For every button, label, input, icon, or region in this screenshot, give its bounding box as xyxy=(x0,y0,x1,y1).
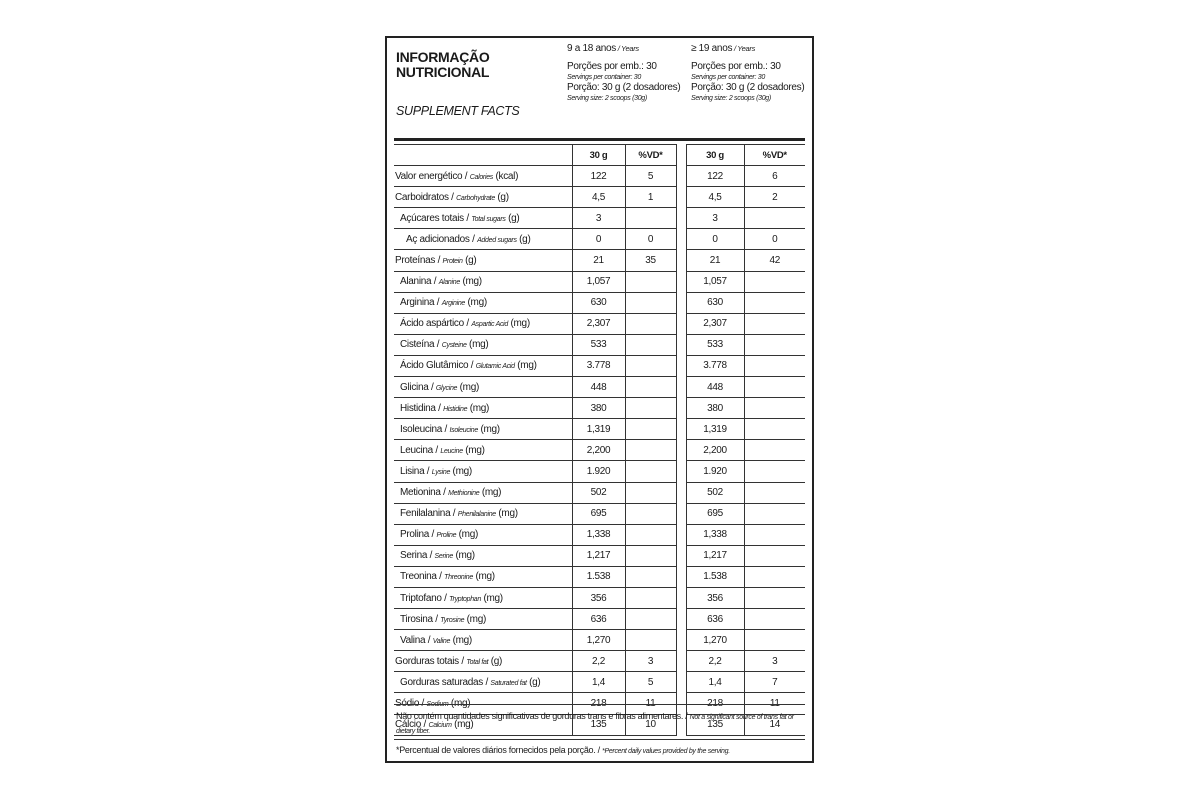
nutrient-unit: (mg) xyxy=(459,276,482,288)
nutrient-unit: (g) xyxy=(494,191,509,203)
nutrient-unit: (g) xyxy=(462,255,477,267)
nutrient-pt: Cisteína / xyxy=(400,339,442,351)
table-row xyxy=(394,630,805,651)
nutrient-value: 448 xyxy=(572,377,625,398)
nutrient-name xyxy=(394,587,572,608)
nutrient-pt: Treonina / xyxy=(400,571,445,583)
nutrient-value: 2,307 xyxy=(686,313,744,334)
nutrient-en: Protein xyxy=(442,258,463,266)
nutrient-pt: Carboidratos / xyxy=(395,191,457,203)
nutrient-value xyxy=(625,398,676,419)
nutrient-value: 1,270 xyxy=(686,630,744,651)
nutrient-name xyxy=(394,313,572,334)
nutrient-value: 2 xyxy=(744,187,805,208)
nutrient-value xyxy=(625,461,676,482)
nutrient-en: Added sugars xyxy=(477,236,517,244)
nutrient-value: 1,217 xyxy=(686,545,744,566)
title-line1: INFORMAÇÃO xyxy=(396,49,490,65)
portion-en: Serving size: 2 scoops (30g) xyxy=(691,95,771,102)
nutrient-value: 630 xyxy=(572,292,625,313)
nutrient-value: 3 xyxy=(625,651,676,672)
nutrient-unit: (mg) xyxy=(451,719,474,731)
portion-en: Serving size: 2 scoops (30g) xyxy=(567,95,647,102)
table-row xyxy=(394,208,805,229)
nutrient-value xyxy=(744,609,805,630)
label-subtitle: SUPPLEMENT FACTS xyxy=(396,104,520,118)
nutrient-value xyxy=(625,630,676,651)
col-header: 30 g xyxy=(686,145,744,166)
table-row xyxy=(394,566,805,587)
age-label: 9 a 18 anos xyxy=(567,43,616,54)
nutrient-unit: (kcal) xyxy=(493,170,519,182)
table-row xyxy=(394,440,805,461)
nutrient-value: 7 xyxy=(744,672,805,693)
nutrient-value xyxy=(625,482,676,503)
nutrient-value: 448 xyxy=(686,377,744,398)
nutrient-name xyxy=(394,482,572,503)
nutrient-en: Total fat xyxy=(466,658,489,666)
nutrient-value: 35 xyxy=(625,250,676,271)
nutrient-pt: Açúcares totais / xyxy=(400,212,472,224)
nutrient-value xyxy=(625,419,676,440)
nutrient-name xyxy=(394,609,572,630)
nutrient-en: Alanine xyxy=(438,279,460,287)
nutrient-en: Phenilalanine xyxy=(457,511,496,519)
nutrient-value xyxy=(744,524,805,545)
nutrient-en: Glutamic Acid xyxy=(475,363,515,371)
nutrient-en: Carbohydrate xyxy=(456,194,495,202)
nutrient-name xyxy=(394,292,572,313)
nutrient-en: Isoleucine xyxy=(449,426,478,434)
nutrient-value: 695 xyxy=(686,503,744,524)
nutrient-name xyxy=(394,355,572,376)
nutrient-value: 1.920 xyxy=(572,461,625,482)
nutrient-value: 3 xyxy=(686,208,744,229)
nutrient-name xyxy=(394,398,572,419)
age-label: ≥ 19 anos xyxy=(691,43,733,54)
nutrient-value: 3.778 xyxy=(572,355,625,376)
nutrient-value: 135 xyxy=(572,714,625,735)
table-row xyxy=(394,313,805,334)
table-row xyxy=(394,672,805,693)
nutrient-unit: (mg) xyxy=(457,381,479,393)
nutrient-value: 2,2 xyxy=(686,651,744,672)
nutrient-pt: Serina / xyxy=(400,550,435,562)
nutrient-value: 1,270 xyxy=(572,630,625,651)
nutrient-pt: Ácido Glutâmico / xyxy=(400,360,476,372)
nutrient-en: Calories xyxy=(469,173,493,181)
table-row xyxy=(394,651,805,672)
nutrient-value xyxy=(744,566,805,587)
nutrient-value: 1,4 xyxy=(686,672,744,693)
nutrient-en: Methionine xyxy=(448,490,480,498)
nutrient-value: 0 xyxy=(572,229,625,250)
nutrient-value xyxy=(744,440,805,461)
nutrient-value: 1,057 xyxy=(686,271,744,292)
nutrient-value xyxy=(744,292,805,313)
nutrient-pt: Fenilalanina / xyxy=(400,508,458,520)
footnote-pt: Não contém quantidades significativas de gorduras trans e fibras alimentares. / xyxy=(396,711,690,721)
footnote-daily-values xyxy=(396,745,808,755)
nutrient-name xyxy=(394,630,572,651)
nutrient-name xyxy=(394,651,572,672)
table-row xyxy=(394,587,805,608)
nutrient-value: 380 xyxy=(572,398,625,419)
nutrient-unit: (mg) xyxy=(462,444,485,456)
nutrient-value: 2,2 xyxy=(572,651,625,672)
nutrient-pt: Lisina / xyxy=(400,465,432,477)
nutrient-name xyxy=(394,419,572,440)
nutrient-en: Glycine xyxy=(435,384,458,392)
age-group-19-plus xyxy=(691,43,815,103)
nutrient-value: 695 xyxy=(572,503,625,524)
nutrient-value xyxy=(744,334,805,355)
nutrient-value: 636 xyxy=(572,609,625,630)
nutrient-value: 1.920 xyxy=(686,461,744,482)
nutrient-value xyxy=(744,630,805,651)
nutrient-pt: Gorduras totais / xyxy=(395,655,467,667)
nutrient-unit: (mg) xyxy=(478,423,500,435)
nutrient-en: Tyrosine xyxy=(440,616,465,624)
nutrient-value: 0 xyxy=(744,229,805,250)
nutrient-en: Tryptophan xyxy=(449,595,481,603)
table-row xyxy=(394,503,805,524)
nutrient-name xyxy=(394,208,572,229)
col-header: %VD* xyxy=(744,145,805,166)
table-row xyxy=(394,166,805,187)
nutrient-en: Histidine xyxy=(443,405,468,413)
nutrient-value: 630 xyxy=(686,292,744,313)
table-row xyxy=(394,229,805,250)
nutrient-name xyxy=(394,461,572,482)
nutrient-unit: (mg) xyxy=(472,571,495,583)
nutrition-table xyxy=(394,144,805,736)
col-header: %VD* xyxy=(625,145,676,166)
nutrient-name xyxy=(394,524,572,545)
nutrient-pt: Leucina / xyxy=(400,444,441,456)
col-header: 30 g xyxy=(572,145,625,166)
nutrient-value: 1,4 xyxy=(572,672,625,693)
nutrient-value xyxy=(744,419,805,440)
nutrient-pt: Valor energético / xyxy=(395,170,470,182)
table-header-row xyxy=(394,145,805,166)
nutrient-pt: Alanina / xyxy=(400,276,439,288)
nutrient-value xyxy=(625,587,676,608)
nutrient-value xyxy=(625,524,676,545)
table-row xyxy=(394,250,805,271)
nutrient-value xyxy=(744,482,805,503)
nutrient-value xyxy=(625,545,676,566)
nutrient-en: Aspartic Acid xyxy=(471,321,509,329)
nutrient-value: 380 xyxy=(686,398,744,419)
nutrient-value: 1,319 xyxy=(572,419,625,440)
nutrient-value: 636 xyxy=(686,609,744,630)
nutrient-en: Cysteine xyxy=(441,342,467,350)
nutrient-value: 1 xyxy=(625,187,676,208)
nutrient-value: 2,307 xyxy=(572,313,625,334)
nutrient-unit: (mg) xyxy=(466,339,489,351)
nutrient-value: 10 xyxy=(625,714,676,735)
nutrient-value: 3.778 xyxy=(686,355,744,376)
nutrient-value: 3 xyxy=(572,208,625,229)
servings-en: Servings per container: 30 xyxy=(691,74,765,81)
nutrient-value xyxy=(744,545,805,566)
table-row xyxy=(394,398,805,419)
nutrient-value: 21 xyxy=(686,250,744,271)
nutrient-value xyxy=(625,271,676,292)
nutrient-value xyxy=(625,566,676,587)
nutrient-value: 1,338 xyxy=(572,524,625,545)
nutrient-pt: Glicina / xyxy=(400,381,436,393)
nutrient-value xyxy=(625,355,676,376)
nutrient-pt: Valina / xyxy=(400,634,433,646)
servings-pt: Porções por emb.: 30 xyxy=(567,61,657,72)
nutrient-value: 135 xyxy=(686,714,744,735)
table-row xyxy=(394,461,805,482)
servings-pt: Porções por emb.: 30 xyxy=(691,61,781,72)
table-row xyxy=(394,187,805,208)
nutrient-name xyxy=(394,166,572,187)
nutrient-unit: (g) xyxy=(516,233,531,245)
nutrient-value xyxy=(625,292,676,313)
footer-divider xyxy=(394,739,805,740)
nutrient-pt: Triptofano / xyxy=(400,592,450,604)
nutrient-value xyxy=(744,208,805,229)
nutrient-en: Serine xyxy=(434,553,453,561)
nutrient-pt: Aç adicionados / xyxy=(406,233,478,245)
nutrient-value: 356 xyxy=(686,587,744,608)
nutrient-value xyxy=(625,334,676,355)
nutrient-value: 3 xyxy=(744,651,805,672)
nutrient-value: 0 xyxy=(686,229,744,250)
nutrient-value: 1.538 xyxy=(686,566,744,587)
nutrient-value xyxy=(625,609,676,630)
nutrient-value: 5 xyxy=(625,166,676,187)
nutrient-value: 1,338 xyxy=(686,524,744,545)
nutrient-pt: Histidina / xyxy=(400,402,444,414)
nutrient-en: Proline xyxy=(436,532,457,540)
nutrient-en: Calcium xyxy=(428,722,452,730)
nutrient-value xyxy=(744,355,805,376)
table-row xyxy=(394,334,805,355)
nutrient-en: Saturated fat xyxy=(490,679,527,687)
nutrient-en: Valine xyxy=(432,637,451,645)
nutrient-unit: (mg) xyxy=(452,550,475,562)
nutrient-pt: Proteínas / xyxy=(395,255,443,267)
nutrient-value xyxy=(744,503,805,524)
nutrient-value xyxy=(625,377,676,398)
nutrition-label xyxy=(385,36,814,763)
nutrient-pt: Gorduras saturadas / xyxy=(400,676,491,688)
age-unit: / Years xyxy=(615,44,639,53)
title-line2: NUTRICIONAL xyxy=(396,64,490,80)
nutrient-value xyxy=(625,313,676,334)
table-row xyxy=(394,271,805,292)
nutrient-value xyxy=(625,440,676,461)
nutrient-unit: (mg) xyxy=(450,465,472,477)
nutrient-unit: (mg) xyxy=(465,297,487,309)
nutrient-value: 42 xyxy=(744,250,805,271)
header-divider xyxy=(394,138,805,141)
label-title xyxy=(396,50,489,80)
nutrient-value: 0 xyxy=(625,229,676,250)
nutrient-en: Leucine xyxy=(440,447,463,455)
nutrient-value xyxy=(744,587,805,608)
nutrient-en: Arginine xyxy=(441,300,466,308)
nutrient-pt: Ácido aspártico / xyxy=(400,318,472,330)
table-row xyxy=(394,292,805,313)
nutrient-unit: (mg) xyxy=(464,613,486,625)
footnote-en: Not a significant source of trans fat or dietary fiber. xyxy=(396,714,794,735)
table-row xyxy=(394,609,805,630)
nutrient-value: 1,319 xyxy=(686,419,744,440)
nutrient-pt: Tirosina / xyxy=(400,613,441,625)
age-unit: / Years xyxy=(732,44,756,53)
nutrient-value: 2,200 xyxy=(572,440,625,461)
table-row xyxy=(394,377,805,398)
label-header xyxy=(387,38,812,138)
nutrient-value xyxy=(744,461,805,482)
nutrient-unit: (mg) xyxy=(481,592,503,604)
nutrient-value: 502 xyxy=(686,482,744,503)
nutrient-name xyxy=(394,271,572,292)
nutrient-value xyxy=(744,377,805,398)
table-row xyxy=(394,545,805,566)
nutrient-name xyxy=(394,377,572,398)
nutrient-pt: Arginina / xyxy=(400,297,442,309)
portion-pt: Porção: 30 g (2 dosadores) xyxy=(567,82,681,93)
nutrient-value: 533 xyxy=(572,334,625,355)
nutrient-value: 1,217 xyxy=(572,545,625,566)
nutrient-name xyxy=(394,545,572,566)
nutrient-value: 21 xyxy=(572,250,625,271)
nutrient-unit: (g) xyxy=(488,655,503,667)
nutrient-unit: (mg) xyxy=(514,360,537,372)
nutrient-unit: (g) xyxy=(526,676,541,688)
servings-en: Servings per container: 30 xyxy=(567,74,641,81)
nutrient-value: 502 xyxy=(572,482,625,503)
nutrient-unit: (mg) xyxy=(456,529,479,541)
portion-pt: Porção: 30 g (2 dosadores) xyxy=(691,82,805,93)
nutrient-value: 122 xyxy=(572,166,625,187)
nutrient-pt: Metionina / xyxy=(400,487,449,499)
nutrient-unit: (mg) xyxy=(450,634,472,646)
nutrient-unit: (mg) xyxy=(467,402,490,414)
footnote-en: *Percent daily values provided by the serving. xyxy=(602,748,730,755)
nutrient-unit: (mg) xyxy=(508,318,530,330)
nutrient-unit: (g) xyxy=(505,212,520,224)
footnote-trans-fat xyxy=(396,710,808,738)
nutrient-value: 1,057 xyxy=(572,271,625,292)
nutrient-name xyxy=(394,566,572,587)
nutrient-value: 4,5 xyxy=(572,187,625,208)
nutrient-value: 14 xyxy=(744,714,805,735)
nutrient-value xyxy=(744,271,805,292)
nutrient-value xyxy=(744,313,805,334)
nutrient-name xyxy=(394,503,572,524)
nutrient-name xyxy=(394,229,572,250)
nutrient-en: Threonine xyxy=(444,574,473,582)
nutrient-unit: (mg) xyxy=(479,487,502,499)
nutrient-en: Lysine xyxy=(431,468,451,476)
table-row xyxy=(394,355,805,376)
nutrient-name xyxy=(394,187,572,208)
nutrient-pt: Cálcio / xyxy=(395,719,429,731)
nutrient-pt: Isoleucina / xyxy=(400,423,450,435)
nutrient-value xyxy=(625,208,676,229)
nutrient-unit: (mg) xyxy=(495,508,518,520)
nutrient-name xyxy=(394,334,572,355)
nutrient-value: 2,200 xyxy=(686,440,744,461)
nutrient-value: 356 xyxy=(572,587,625,608)
table-body xyxy=(394,166,805,736)
nutrient-value: 5 xyxy=(625,672,676,693)
nutrient-name xyxy=(394,440,572,461)
table-row xyxy=(394,482,805,503)
nutrient-name xyxy=(394,250,572,271)
table-row xyxy=(394,419,805,440)
nutrient-value xyxy=(744,398,805,419)
age-group-9-18 xyxy=(567,43,691,103)
table-row xyxy=(394,524,805,545)
nutrient-pt: Prolina / xyxy=(400,529,437,541)
footnote-pt: *Percentual de valores diários fornecidos pela porção. / xyxy=(396,745,603,755)
nutrient-value: 1.538 xyxy=(572,566,625,587)
nutrient-name xyxy=(394,672,572,693)
nutrient-value xyxy=(625,503,676,524)
nutrient-value: 6 xyxy=(744,166,805,187)
nutrient-en: Total sugars xyxy=(471,215,506,223)
nutrient-value: 4,5 xyxy=(686,187,744,208)
footer-divider xyxy=(394,704,805,705)
nutrient-value: 122 xyxy=(686,166,744,187)
nutrient-value: 533 xyxy=(686,334,744,355)
